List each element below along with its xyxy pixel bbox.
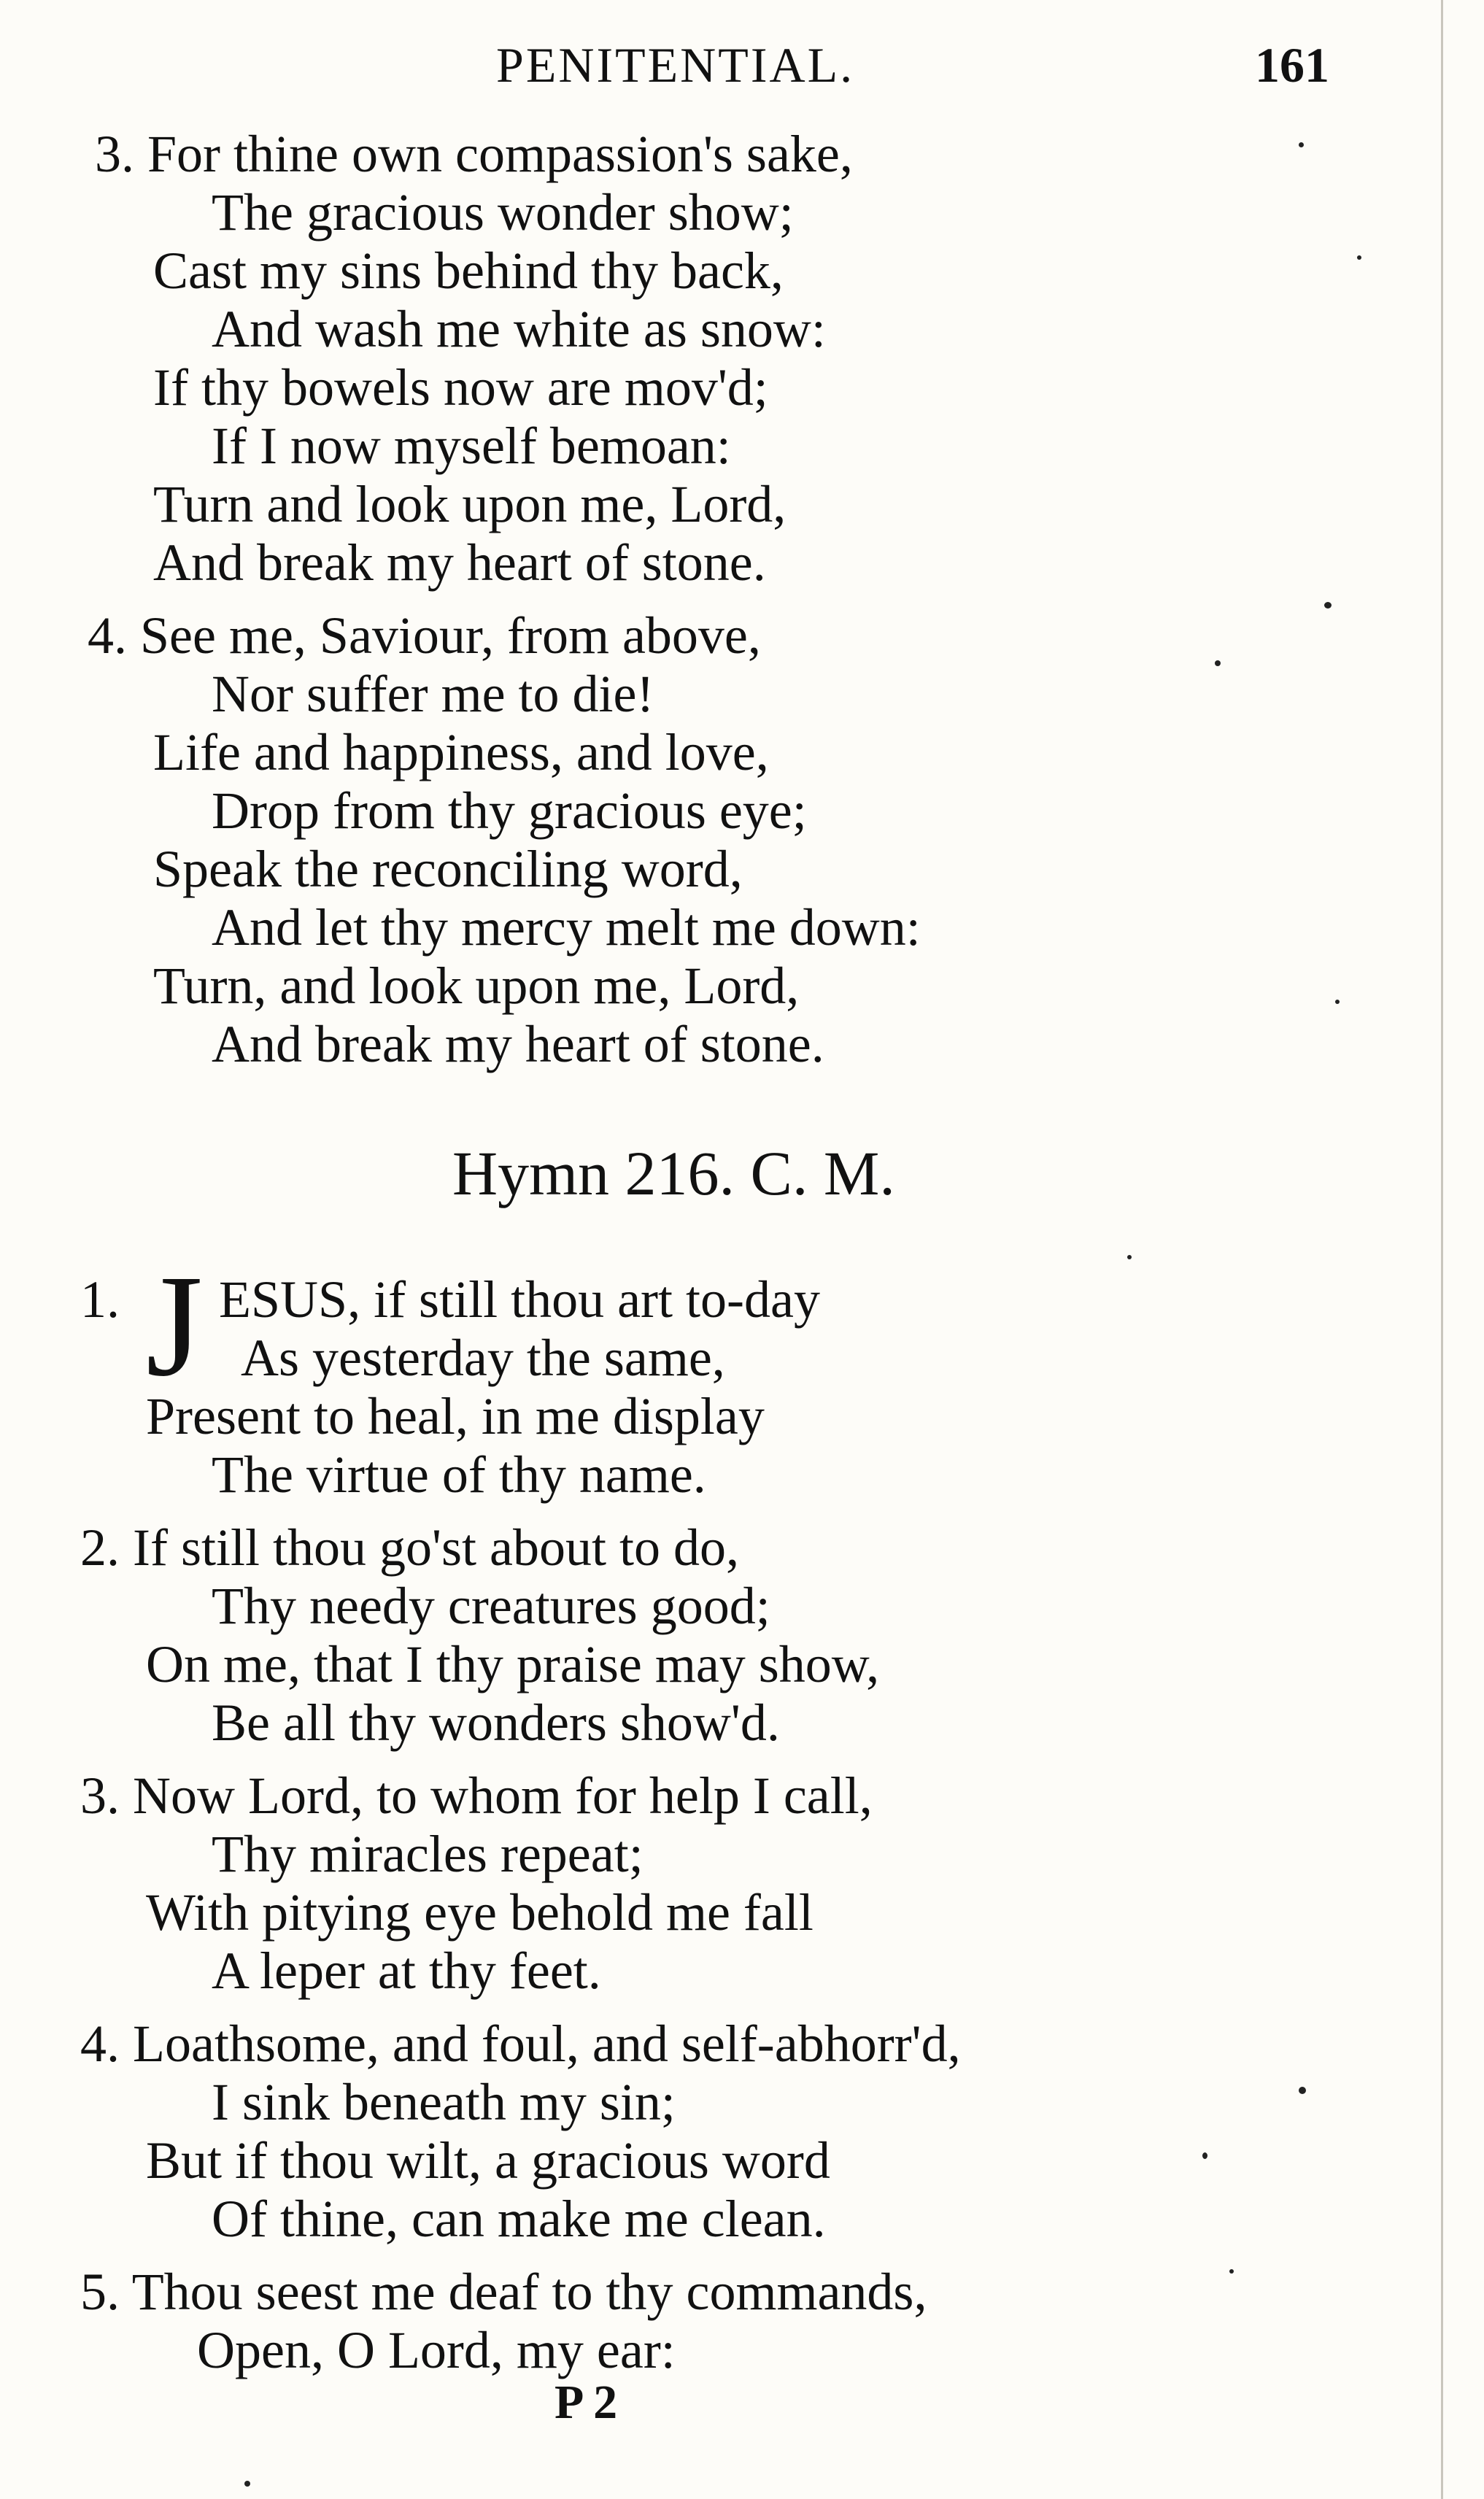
verse-line: If thy bowels now are mov'd;: [153, 358, 768, 417]
running-head: PENITENTIAL.: [496, 37, 855, 93]
verse-line: And wash me white as snow:: [212, 300, 826, 358]
stanza-number: 3.: [95, 125, 134, 183]
drop-cap: J: [146, 1245, 203, 1407]
verse-line: 3. For thine own compassion's sake,: [95, 125, 853, 183]
verse-line: 3. Now Lord, to whom for help I call,: [80, 1766, 873, 1825]
print-speck: [1324, 602, 1332, 609]
signature-mark: P 2: [554, 2376, 618, 2429]
verse-line: Turn and look upon me, Lord,: [153, 475, 787, 533]
verse-line: If I now myself bemoan:: [212, 417, 731, 475]
verse-line: Nor suffer me to die!: [212, 665, 654, 723]
verse-line: Drop from thy gracious eye;: [212, 781, 807, 840]
verse-line: And break my heart of stone.: [212, 1015, 824, 1073]
verse-line: Be all thy wonders show'd.: [212, 1693, 780, 1752]
verse-line: Turn, and look upon me, Lord,: [153, 957, 800, 1015]
print-speck: [1215, 660, 1221, 666]
print-speck: [1335, 1000, 1340, 1004]
verse-line: Of thine, can make me clean.: [212, 2190, 826, 2248]
verse-line: I sink beneath my sin;: [212, 2073, 676, 2131]
verse-line: Thy miracles repeat;: [212, 1825, 644, 1883]
verse-line: But if thou wilt, a gracious word: [146, 2131, 830, 2190]
verse-line: As yesterday the same,: [241, 1329, 725, 1387]
verse-line: Present to heal, in me display: [146, 1387, 765, 1445]
verse-line: Cast my sins behind thy back,: [153, 242, 784, 300]
stanza-number: 4.: [80, 2015, 120, 2073]
page-number: 161: [1255, 37, 1329, 93]
page-header: [0, 22, 1484, 95]
verse-line: The gracious wonder show;: [212, 183, 794, 242]
stanza-number: 2.: [80, 1518, 120, 1577]
stanza-number: 3.: [80, 1766, 120, 1825]
verse-line: ESUS, if still thou art to-day: [219, 1270, 820, 1329]
stanza-number: 5.: [80, 2263, 120, 2321]
verse-line: 4. See me, Saviour, from above,: [88, 606, 761, 665]
verse-line: Open, O Lord, my ear:: [197, 2321, 676, 2379]
verse-line: On me, that I thy praise may show,: [146, 1635, 880, 1693]
verse-line: And let thy mercy melt me down:: [212, 898, 921, 957]
print-speck: [1127, 1255, 1132, 1259]
verse-line: 4. Loathsome, and foul, and self-abhorr'd,: [80, 2015, 961, 2073]
stanza-number: 4.: [88, 606, 127, 665]
print-speck: [1229, 2269, 1234, 2274]
print-speck: [244, 2481, 250, 2487]
print-speck: [1299, 142, 1304, 147]
print-speck: [1357, 255, 1361, 260]
verse-line: Speak the reconciling word,: [153, 840, 743, 898]
stanza-number: 1.: [80, 1270, 120, 1329]
verse-line: The virtue of thy name.: [212, 1445, 706, 1504]
verse-line: With pitying eye behold me fall: [146, 1883, 814, 1942]
hymn-title: Hymn 216. C. M.: [452, 1138, 895, 1208]
verse-line: A leper at thy feet.: [212, 1942, 601, 2000]
page-edge-rule: [1441, 0, 1443, 2499]
verse-line: Life and happiness, and love,: [153, 723, 769, 781]
verse-line: And break my heart of stone.: [153, 533, 766, 592]
print-speck: [1202, 2152, 1207, 2159]
print-speck: [1299, 2087, 1306, 2094]
verse-line: Thy needy creatures good;: [212, 1577, 770, 1635]
verse-line: 5. Thou seest me deaf to thy commands,: [80, 2263, 927, 2321]
verse-line: 2. If still thou go'st about to do,: [80, 1518, 739, 1577]
